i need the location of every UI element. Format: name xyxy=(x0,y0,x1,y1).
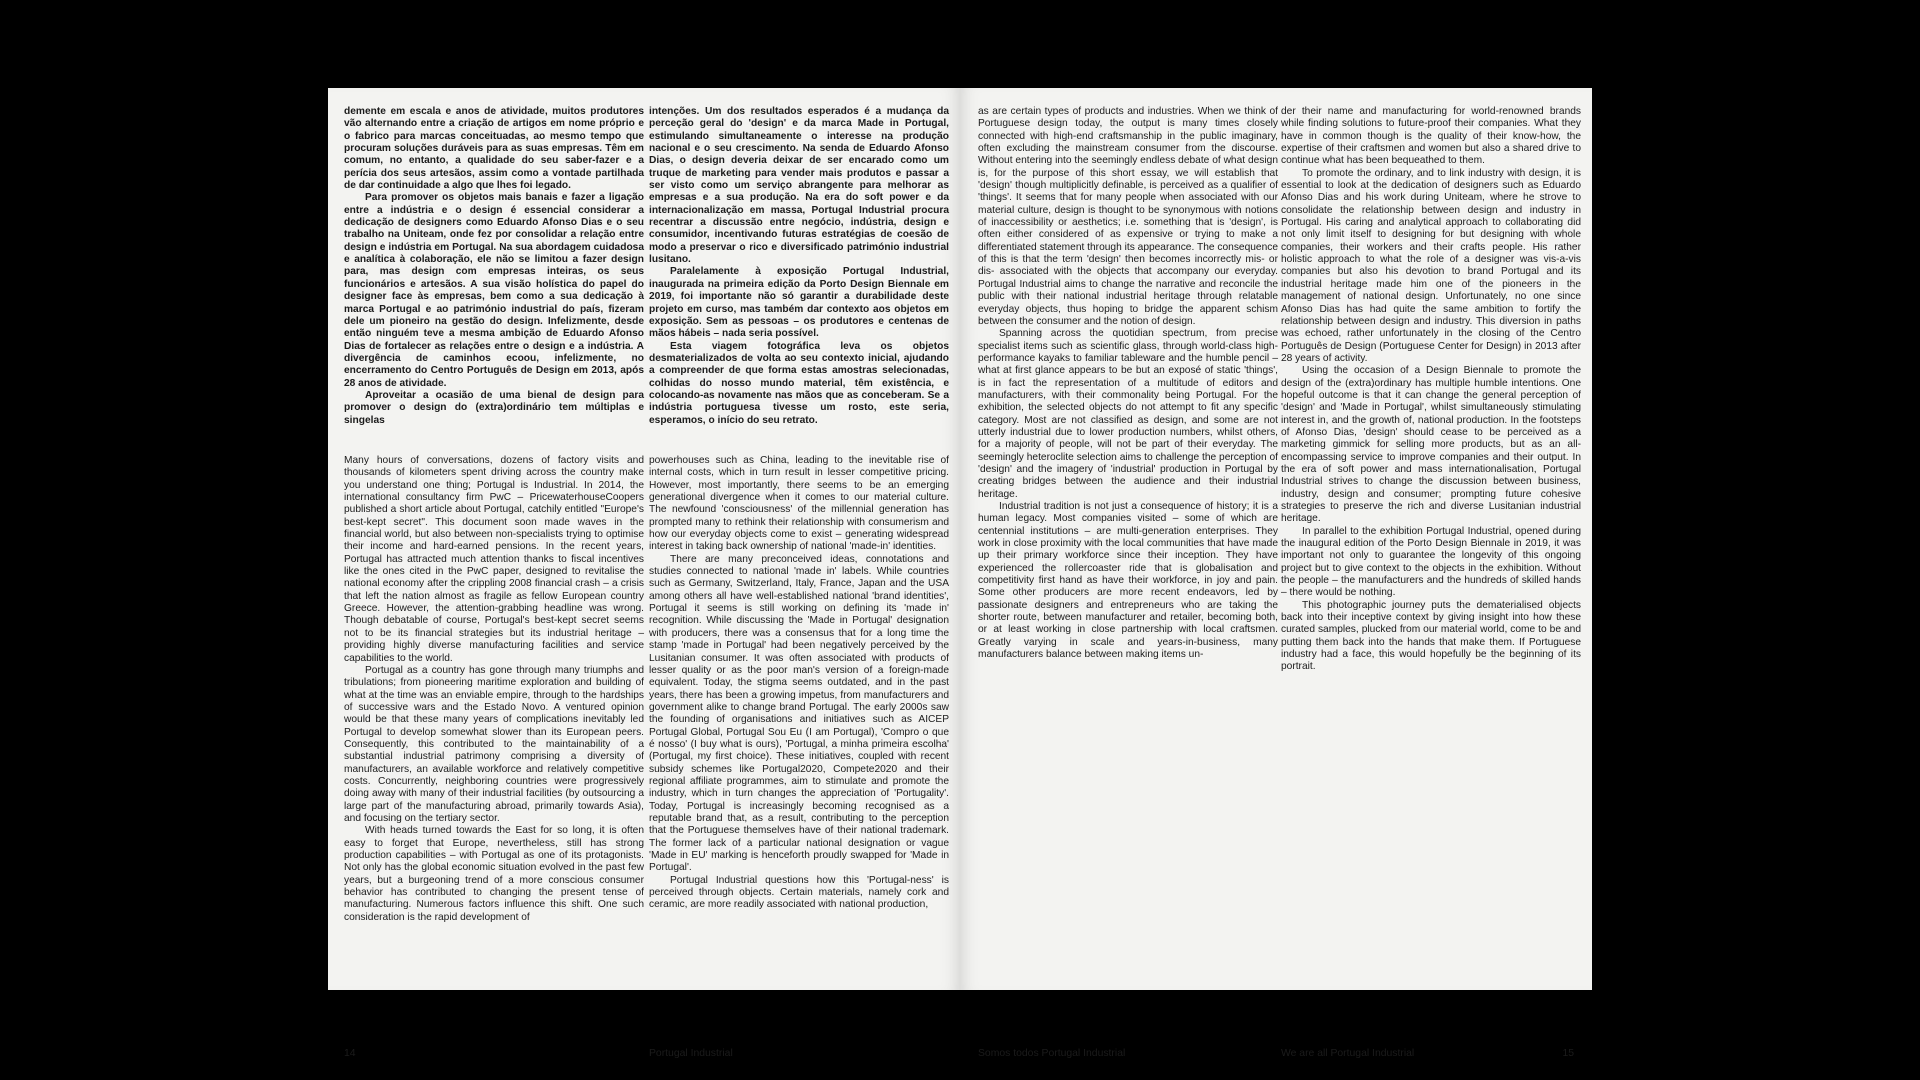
portuguese-column-2 xyxy=(649,106,949,426)
paragraph: intenções. Um dos resultados esperados é a mudança da perceção geral do 'design' e da marca Made in Portugal, estimulando simultaneamente o interesse na produção nacional e o seu crescimento. Na senda de Eduardo Afonso Dias, o design deveria deixar de ser encarado como um truque de marketing para vender mais produtos e passar a ser visto como um serviço abrangente para melhorar as empresas e a sua produção. Na era do soft power e da internacionalização em massa, Portugal Industrial procura recentrar a discussão entre negócio, indústria, design e consumidor, incentivando futuras estratégias de coesão de modo a preservar o rico e diversificado património industrial lusitano. xyxy=(649,106,949,266)
paragraph: demente em escala e anos de atividade, muitos produtores vão alternando entre a criação de artigos em nome próprio e o fabrico para marcas conceituadas, ao mesmo tempo que procuram soluções duráveis para as suas empresas. Têm em comum, no entanto, a qualidade do seu saber-fazer e a perícia dos seus artesãos, assim como a vontade partilhada de dar continuidade a algo que lhes foi legado. xyxy=(344,106,644,192)
paragraph: Spanning across the quotidian spectrum, from precise specialist items such as scientific glass, through world-class high-performance kayaks to familiar tableware and the humble pencil – what at first glance appears to be but an exposé of static 'things', is in fact the representation of a multitude of editors and manufacturers, with their commonality being Portugal. For the exhibition, the selected objects do not attempt to fit any specific category. Most are not classified as design, and some are not utterly industrial due to lower production numbers, whilst others, for a majority of people, will not be part of their everyday. The seemingly heteroclite selection aims to challenge the perception of 'design' and the imagery of 'industrial' production in Portugal by creating bridges between the audience and their industrial heritage. xyxy=(978,328,1278,500)
paragraph: To promote the ordinary, and to link industry with design, it is essential to look at the dedication of designers such as Eduardo Afonso Dias and his work during Uniteam, where he strove to consolidate the relationship between design and industry in Portugal. His caring and analytical approach to collaborating did not only limit itself to designing for but designing with whole companies, their workers and their crafts people. His rather holistic approach to what the role of a designer was vis-a-vis companies but also his devotion to brand Portugal and its industrial heritage made him one of the pioneers in the management of national design. Unfortunately, no one since Afonso Dias has had quite the same ambition to fortify the relationship between design and industry. This diversion in paths was echoed, rather unfortunately in the closing of the Centro Português de Design (Portuguese Center for Design) in 2013 after 28 years of activity. xyxy=(1281,167,1581,364)
paragraph: Paralelamente à exposição Portugal Industrial, inaugurada na primeira edição da Porto Design Biennale em 2019, foi importante não só garantir a durabilidade deste projeto em curso, mas também dar contexto aos objetos em exposição. Sem as pessoas – os produtores e centenas de mãos hábeis – nada seria possível. xyxy=(649,266,949,340)
paragraph: There are many preconceived ideas, connotations and studies connected to national 'made in' labels. While countries such as Germany, Switzerland, Italy, France, Japan and the USA among others all have well-established national 'brand identities', Portugal it seems is still working on defining its 'made in' recognition. While discussing the 'Made in Portugal' designation with producers, there was a consensus that for a long time the stamp 'made in Portugal' had been negatively perceived by the Lusitanian consumer. It was often associated with products of lesser quality or as the poor man's version of a foreign-made equivalent. Today, the stigma seems outdated, and in the past years, there has been a growing impetus, from manufacturers and government alike to change brand Portugal. The early 2000s saw the founding of organisations and initiatives such as AICEP Portugal Global, Portugal Sou Eu (I am Portugal), 'Compro o que é nosso' (I buy what is ours), 'Portugal, a minha primeira escolha' (Portugal, my first choice). These initiatives, coupled with recent subsidy schemes like Portugal2020, Compete2020 and their regional affiliate programmes, aim to stimulate and promote the industry, which in turn changes the appreciation of 'Portugality'. Today, Portugal is increasingly becoming recognised as a reputable brand that, as a result, contributing to the perception that the Portuguese themselves have of their national trademark. The former lack of a particular national designation or vague 'Made in EU' marking is henceforth proudly swapped for 'Made in Portugal'. xyxy=(649,553,949,874)
page-number-left: 14 xyxy=(344,1048,356,1059)
running-title-right-en: We are all Portugal Industrial xyxy=(1281,1048,1415,1059)
paragraph: With heads turned towards the East for so long, it is often easy to forget that Europe, nevertheless, still has strong production capabilities – with Portugal as one of its protagonists. Not only has the global economic situation evolved in the past few years, but a burgeoning trend of a more conscious consumer behavior has contributed to changing the present tense of manufacturing. Numerous factors influence this shift. One such consideration is the rapid development of xyxy=(344,825,644,923)
paragraph: In parallel to the exhibition Portugal Industrial, opened during the inaugural edition of the Porto Design Biennale in 2019, it was important not only to guarantee the longevity of this ongoing project but to give context to the objects in the exhibition. Without the people – the manufacturers and the hundreds of skilled hands – there would be nothing. xyxy=(1281,525,1581,599)
english-column-4 xyxy=(1281,106,1581,706)
paragraph: Portugal Industrial questions how this 'Portugal-ness' is perceived through objects. Certain materials, namely cork and ceramic, are more readily associated with national production, xyxy=(649,874,949,911)
paragraph: Industrial tradition is not just a consequence of history; it is a human legacy. Most companies visited – some of which are centennial institutions – are multi-generation enterprises. They work in close proximity with the local communities that have made up their primary workforce since their inception. They have experienced the rollercoaster ride that is globalisation and competitivity first hand as have their workforce, in joy and pain. Some other producers are more recent endeavors, led by passionate designers and entrepreneurs who are taking the shorter route, between manufacturer and retailer, becoming both, or at least working in close partnership with local craftsmen. Greatly varying in scale and years-in-business, many manufacturers balance between making items un- xyxy=(978,501,1278,661)
paragraph: Using the occasion of a Design Biennale to promote the design of the (extra)ordinary has multiple humble intentions. One hopeful outcome is that it can change the general perception of 'design' and 'Made in Portugal', whilst simultaneously stimulating interest in, and the growth of, national production. In the footsteps of Afonso Dias, 'design' should cease to be perceived as a marketing gimmick for selling more products, but as an all-encompassing service to improve companies and their output. In the era of soft power and mass internationalisation, Portugal Industrial strives to change the discussion between business, industry, design and consumer; prompting future cohesive strategies to preserve the rich and diverse Lusitanian industrial heritage. xyxy=(1281,365,1581,525)
english-column-1 xyxy=(344,455,644,1025)
paragraph: Para promover os objetos mais banais e fazer a ligação entre a indústria e o design é essencial considerar a dedicação de designers como Eduardo Afonso Dias e o seu trabalho na Uniteam, onde fez por consolidar a relação entre design e indústria em Portugal. Na sua abordagem cuidadosa e analítica à colaboração, ele não se limitou a fazer design para, mas design com empresas inteiras, os seus funcionários e artesãos. A sua visão holística do papel do designer face às empresas, bem como a sua dedicação à marca Portugal e ao património industrial do país, fizeram dele um pioneiro na gestão do design. Infelizmente, desde então ninguém teve a mesma ambição de Eduardo Afonso Dias de fortalecer as relações entre o design e a indústria. A divergência de caminhos ecoou, infelizmente, no encerramento do Centro Português de Design em 2013, após 28 anos de atividade. xyxy=(344,192,644,389)
paragraph: Portugal as a country has gone through many triumphs and tribulations; from pioneering maritime exploration and building of what at the time was an enviable empire, through to the hardships of successive wars and the Estado Novo. A ventured opinion would be that these many years of complications inevitably led Portugal to develop somewhat slower than its European peers. Consequently, this contributed to the maintainability of a substantial industrial patrimony comprising a diversity of manufacturers, an available workforce and relatively competitive costs. Concurrently, neighboring countries were progressively doing away with many of their industrial facilities (by outsourcing a large part of the manufacturing abroad, primarily towards Asia), and focusing on the tertiary sector. xyxy=(344,664,644,824)
english-column-3 xyxy=(978,106,1278,706)
paragraph: This photographic journey puts the dematerialised objects back into their inceptive context by giving insight into how these curated samples, plucked from our material world, come to be and putting them back into the hands that make them. If Portuguese industry had a face, this would hopefully be the beginning of its portrait. xyxy=(1281,599,1581,673)
paragraph: der their name and manufacturing for world-renowned brands while finding solutions to future-proof their companies. What they have in common though is the quality of their know-how, the expertise of their craftsmen and women but also a shared drive to continue what has been bequeathed to them. xyxy=(1281,106,1581,167)
running-title-right-pt: Somos todos Portugal Industrial xyxy=(978,1048,1126,1059)
english-column-2 xyxy=(649,455,949,1025)
right-page xyxy=(960,88,1592,1059)
page-number-right: 15 xyxy=(1562,1048,1574,1059)
paragraph: Esta viagem fotográfica leva os objetos desmaterializados de volta ao seu contexto inicial, ajudando a compreender de que forma estas amostras selecionadas, colhidas do nosso mundo material, têm existência, e colocando-as novamente nas mãos que as conceberam. Se a indústria portuguesa tivesse um rosto, este seria, esperamos, o início do seu retrato. xyxy=(649,340,949,426)
paragraph: powerhouses such as China, leading to the inevitable rise of internal costs, which in turn result in lesser competitive pricing. However, most importantly, there seems to be an emerging generational divergence when it comes to our material culture. The newfound 'consciousness' of the millennial generation has prompted many to rethink their relationship with consumerism and how our everyday objects come to exist – generating widespread interest in taking back ownership of national 'made-in' identities. xyxy=(649,455,949,553)
left-page xyxy=(328,88,960,1059)
portuguese-column-1 xyxy=(344,106,644,426)
running-title-left: Portugal Industrial xyxy=(649,1048,733,1059)
paragraph: Many hours of conversations, dozens of factory visits and thousands of kilometers spent driving across the country make you understand one thing; Portugal is Industrial. In 2014, the international consultancy firm PwC – PricewaterhouseCoopers published a short article about Portugal, catchily entitled "Europe's best-kept secret". This document soon made waves in the financial world, but also between non-specialists trying to optimise their income and hard-earned pensions. In the recent years, Portugal has attracted much attention thanks to fiscal incentives like the ones cited in the PwC paper, designed to revitalise the national economy after the crippling 2008 financial crash – a crisis that left the nation almost as fragile as fellow European country Greece. However, the attention-grabbing headline was wrong. Though debatable of course, Portugal's best-kept secret seems not to be its financial strategies but its industrial heritage – providing highly diverse manufacturing facilities and service capabilities to the world. xyxy=(344,455,644,664)
paragraph: Aproveitar a ocasião de uma bienal de design para promover o design do (extra)ordinário tem múltiplas e singelas xyxy=(344,389,644,426)
paragraph: as are certain types of products and industries. When we think of Portuguese design today, the output is many times closely connected with high-end craftsmanship in the public imaginary, often excluding the mainstream consumer from the discourse. Without entering into the seemingly endless debate of what design is, for the purpose of this short essay, we will establish that 'design' though multiplicitly definable, is perceived as a qualifier of 'things'. It seems that for many people when associated with our material culture, design is thought to be synonymous with notions of inaccessibility or aesthetics; i.e. something that is 'design', is often either considered of as expensive or trying to make a differentiated statement through its appearance. The consequence of this is that the term 'design' then becomes incorrectly mis- or dis- associated with the objects that accompany our everyday. Portugal Industrial aims to change the narrative and reconcile the public with their national industrial heritage through relatable everyday objects, thus hoping to bridge the apparent schism between the consumer and the notion of design. xyxy=(978,106,1278,327)
